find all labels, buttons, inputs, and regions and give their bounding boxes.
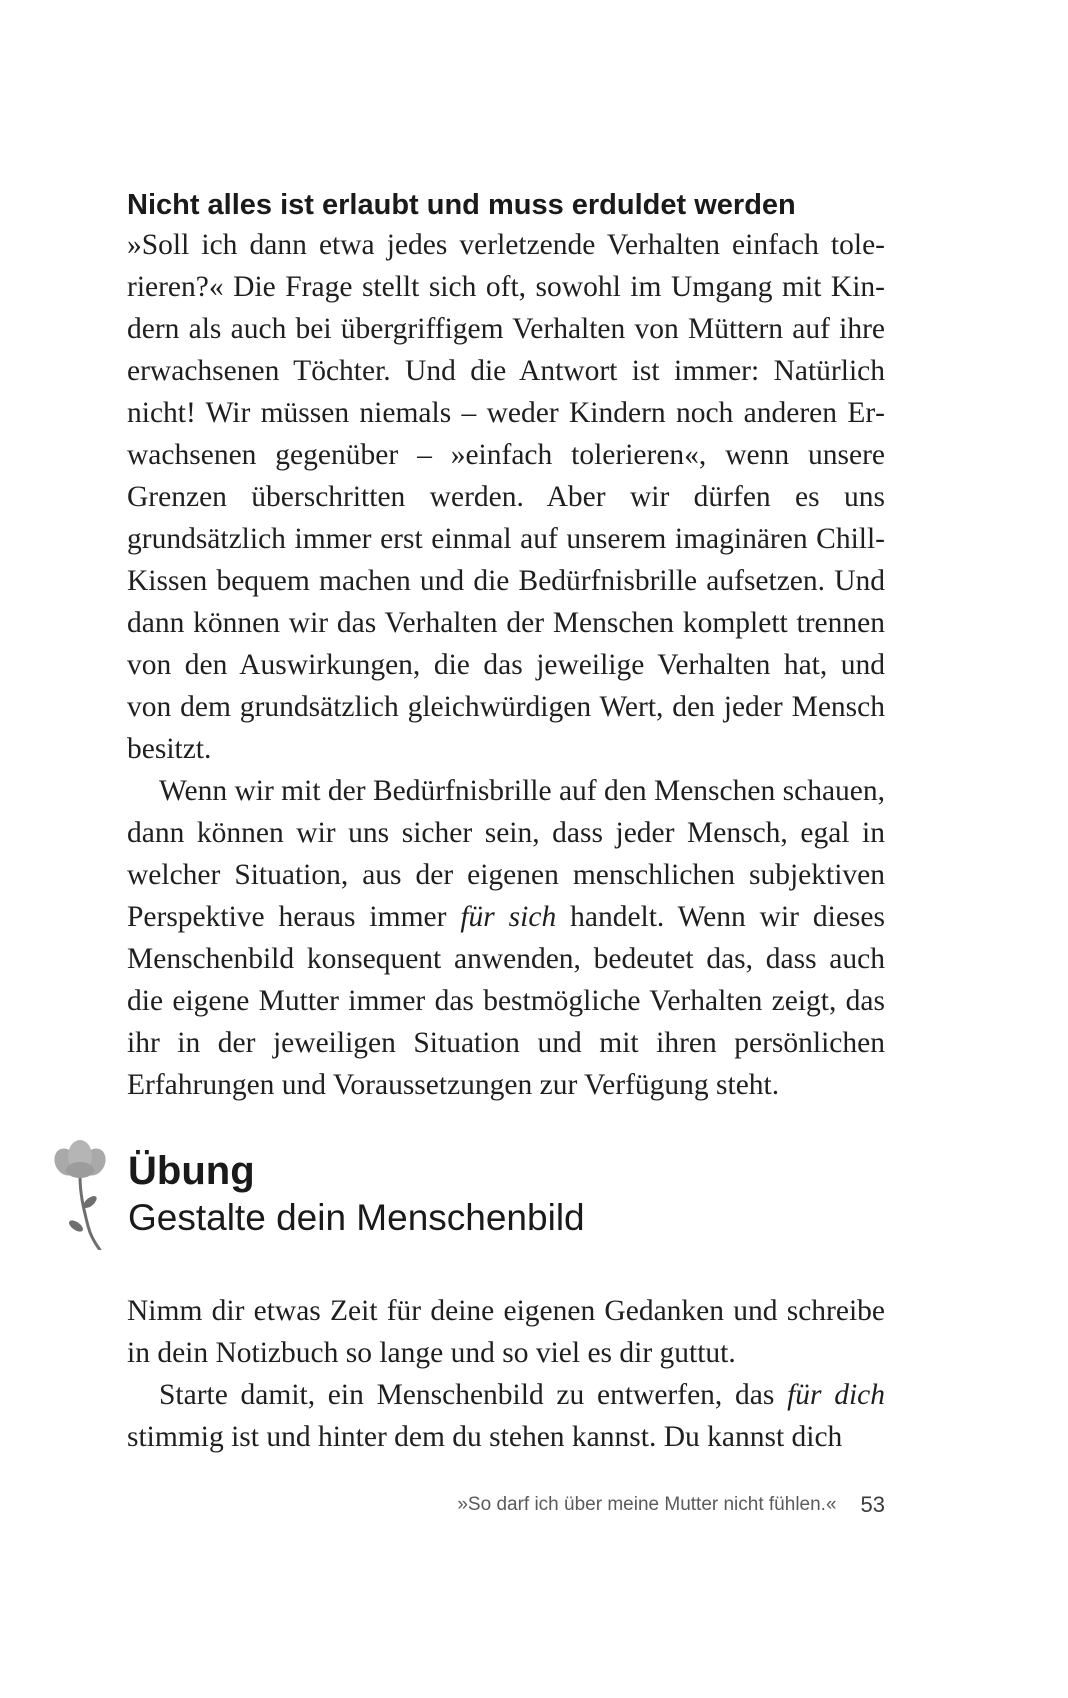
paragraph-text: Wenn wir mit der Bedürfnisbrille auf den Menschen schauen, dann können wir uns sicher sein, dass jeder Mensch, egal in welcher Situation, aus der eigenen menschlichen subjektiven Perspektive heraus immer [127, 775, 885, 933]
exercise-label: Übung [128, 1149, 255, 1193]
exercise-body [127, 1290, 885, 1458]
section-heading: Nicht alles ist erlaubt und muss erduldet werden [127, 189, 796, 221]
paragraph-text: handelt. Wenn wir dieses Menschenbild konsequent anwenden, bedeutet das, dass auch die eigene Mutter immer das bestmögliche Verhalten zeigt, das ihr in der jeweiligen Situation und mit ihren persönlichen Erfahrungen und Voraussetzungen zur Verfügung steht. [127, 901, 885, 1101]
running-title: »So darf ich über meine Mutter nicht fühlen.« [457, 1494, 837, 1515]
paragraph-text: Starte damit, ein Menschenbild zu entwerfen, das [159, 1379, 788, 1411]
emphasis-text: für dich [787, 1379, 885, 1411]
flower-icon [50, 1140, 116, 1250]
exercise-header [50, 1140, 890, 1260]
paragraph: Nimm dir etwas Zeit für deine eigenen Gedanken und schreibe in dein Notizbuch so lange und so viel es dir guttut. [127, 1295, 885, 1369]
emphasis-text: für sich [460, 901, 557, 933]
page-number: 53 [860, 1492, 885, 1517]
paragraph-text: stimmig ist und hinter dem du stehen kannst. Du kannst dich [127, 1421, 843, 1453]
paragraph: »Soll ich dann etwa jedes verletzende Verhalten einfach tolerieren?« Die Frage stellt sich oft, sowohl im Umgang mit Kindern als auch bei übergriffigem Verhalten von Müttern auf ihre erwachsenen Töchter. Und die Antwort ist immer: Natürlich nicht! Wir müssen niemals – weder Kindern noch anderen Erwachsenen gegenüber – »einfach tolerieren«, wenn unsere Grenzen überschritten werden. Aber wir dürfen es uns grundsätzlich immer erst einmal auf unserem imaginären Chill-Kissen bequem machen und die Bedürfnisbrille aufsetzen. Und dann können wir das Verhalten der Menschen komplett trennen von den Auswirkungen, die das jeweilige Verhalten hat, und von dem grundsätzlich gleichwürdigen Wert, den jeder Mensch besitzt. [127, 229, 885, 765]
exercise-title: Gestalte dein Menschenbild [128, 1197, 585, 1238]
paragraph [127, 1374, 885, 1458]
section-body [127, 224, 885, 1106]
page-footer [127, 1492, 885, 1518]
paragraph [127, 770, 885, 1106]
